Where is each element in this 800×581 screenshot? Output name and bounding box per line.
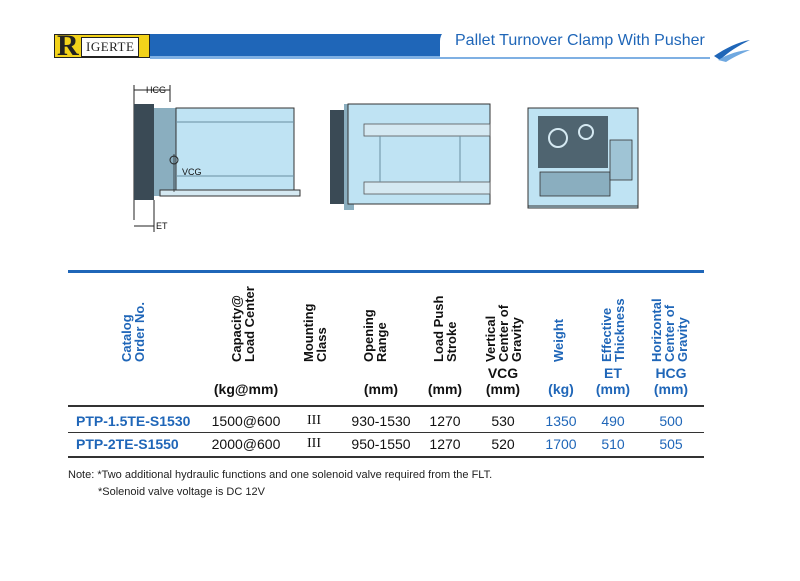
table-row [68, 433, 704, 455]
header-vertical-cg: Vertical Center of Gravity [483, 304, 524, 362]
cell-model: PTP-2TE-S1550 [76, 436, 179, 452]
unit-et: (mm) [595, 381, 631, 397]
header-capacity: Capacity@ Load Center [229, 286, 257, 362]
unit-et-abbr: ET [604, 365, 622, 381]
cell-model: PTP-1.5TE-S1530 [76, 413, 191, 429]
cell-et: 510 [601, 436, 625, 452]
header-load-push-stroke: Load Push Stroke [431, 295, 459, 362]
et-label: ET [156, 221, 168, 231]
product-diagrams [120, 80, 660, 240]
hcg-label: HCG [146, 85, 166, 95]
cell-weight: 1700 [545, 436, 577, 452]
cell-stroke: 1270 [429, 413, 461, 429]
cell-stroke: 1270 [429, 436, 461, 452]
header-effective-thickness: Effective Thickness [599, 298, 627, 362]
logo-name: IGERTE [81, 37, 139, 57]
logo-initial: R [57, 29, 79, 62]
unit-hcg-abbr: HCG [655, 365, 687, 381]
cell-opening: 930-1530 [351, 413, 411, 429]
cell-hcg: 505 [659, 436, 683, 452]
cell-class: III [307, 436, 321, 451]
table-row [68, 410, 704, 432]
table-top-rule [68, 270, 704, 273]
unit-hcg: (mm) [653, 381, 689, 397]
cell-vcg: 520 [491, 436, 515, 452]
unit-vcg: (mm) [485, 381, 521, 397]
unit-capacity: (kg@mm) [213, 381, 279, 397]
page-title: Pallet Turnover Clamp With Pusher [455, 32, 705, 49]
vcg-label: VCG [182, 167, 202, 177]
cell-opening: 950-1550 [351, 436, 411, 452]
table-bottom-rule [68, 456, 704, 458]
table-header-rule [68, 405, 704, 407]
unit-weight: (kg) [548, 381, 574, 397]
note-line-1: Note: *Two additional hydraulic functions and one solenoid valve required from the FLT. [68, 469, 493, 481]
cell-vcg: 530 [491, 413, 515, 429]
unit-stroke: (mm) [427, 381, 463, 397]
swoosh-icon [712, 30, 752, 62]
header-horizontal-cg: Horizontal Center of Gravity [649, 298, 690, 362]
cell-capacity: 2000@600 [211, 436, 281, 452]
cell-weight: 1350 [545, 413, 577, 429]
note-line-2: *Solenoid valve voltage is DC 12V [98, 486, 265, 498]
cell-class: III [307, 413, 321, 428]
header-weight: Weight [551, 318, 566, 362]
unit-vcg-abbr: VCG [487, 365, 519, 381]
header-opening-range: Opening Range [361, 309, 389, 362]
top-view-diagram [528, 108, 638, 208]
header-catalog: Catalog Order No. [119, 302, 147, 362]
cell-hcg: 500 [659, 413, 683, 429]
brand-logo [54, 29, 150, 62]
side-view-diagram [134, 85, 300, 232]
cell-capacity: 1500@600 [211, 413, 281, 429]
front-view-diagram [330, 104, 490, 210]
cell-et: 490 [601, 413, 625, 429]
unit-opening: (mm) [363, 381, 399, 397]
header-mounting-class: Mounting Class [301, 303, 329, 362]
